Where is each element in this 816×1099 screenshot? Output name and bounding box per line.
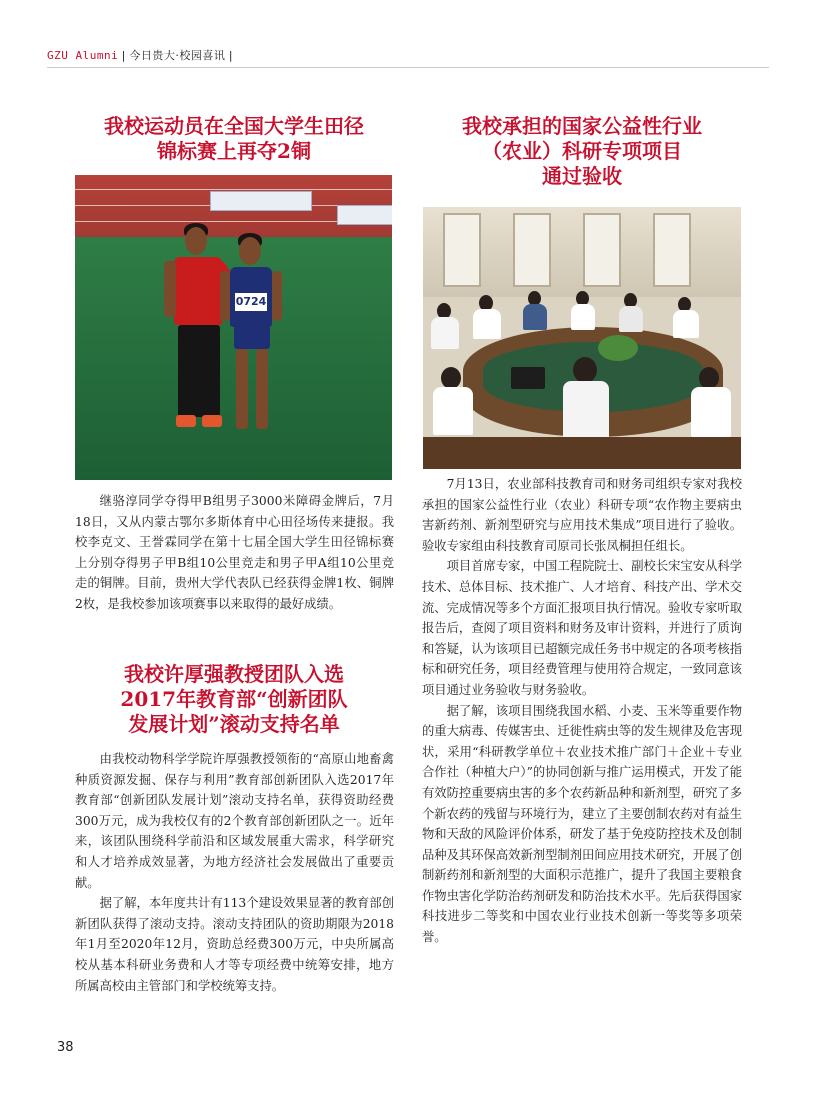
- attendee-body: [433, 387, 473, 435]
- track-lane-line: [75, 189, 392, 190]
- article2-title-line: 2017年教育部“创新团队: [120, 687, 348, 711]
- shorts: [234, 325, 270, 349]
- attendee-body: [619, 306, 643, 332]
- chairs-foreground: [423, 437, 741, 469]
- arm: [220, 271, 230, 321]
- article3-paragraph: 据了解，该项目围绕我国水稻、小麦、玉米等重要作物的重大病毒、传媒害虫、迁徙性病虫等的发生规律及危害现状，采用“科研教学单位＋农业技术推广部门＋企业＋专业合作社（种植大户）”的协同创新与推广运用模式，开发了能有效防控重要病虫害的多个农药新品种和新剂型，研究了多个新农药的残留与环境行为，建立了主要创制农药对有益生物和天敌的风险评价体系，研发了基于免疫防控技术及创制品种及其环保高效新剂型制剂田间应用技术研究，开展了创制新药剂和新剂型的大面积示范推广，提升了我国主要粮食作物虫害化学防治药剂研发和防治技术水平。先后获得国家科技进步二等奖和中国农业行业技术创新一等奖等多项荣誉。: [422, 703, 742, 945]
- article3-title-line: 我校承担的国家公益性行业: [462, 114, 702, 138]
- header-separator: |: [120, 49, 128, 62]
- attendee-body: [691, 387, 731, 437]
- running-header: [47, 47, 236, 63]
- arm: [164, 261, 176, 317]
- athletes-photo: [75, 175, 392, 480]
- attendee-body: [523, 304, 547, 330]
- sponsor-banner: [210, 191, 312, 211]
- head: [185, 227, 207, 255]
- article1-body: [75, 491, 394, 615]
- header-separator-end: |: [227, 49, 235, 62]
- potted-plant: [598, 335, 638, 361]
- page-number: 38: [57, 1040, 74, 1055]
- window: [653, 213, 691, 287]
- article2-body: [75, 749, 394, 996]
- shoe: [176, 415, 196, 427]
- article2-title: [60, 662, 408, 737]
- window: [443, 213, 481, 287]
- article2-paragraph: 据了解，本年度共计有113个建设效果显著的教育部创新团队获得了滚动支持。滚动支持团队的资助期限为2018年1月至2020年12月，资助总经费300万元，中央所属高校从基本科研业务费和人才等专项经费中统筹安排，地方所属高校由主管部门和学校统筹支持。: [75, 896, 394, 993]
- magazine-name: GZU Alumni: [47, 49, 119, 62]
- article1-title: [60, 114, 408, 164]
- article1-title-line: 我校运动员在全国大学生田径: [104, 114, 364, 138]
- article1-title-line: 锦标赛上再夺2铜: [157, 139, 311, 163]
- meeting-photo: [423, 207, 741, 469]
- arm: [272, 271, 282, 321]
- attendee-body: [673, 310, 699, 338]
- window: [513, 213, 551, 287]
- attendee-head: [441, 367, 461, 389]
- sponsor-banner: [337, 205, 392, 225]
- race-bib: 0724: [235, 293, 267, 311]
- athlete-right: [220, 227, 290, 457]
- window: [583, 213, 621, 287]
- article3-title-line: 通过验收: [542, 164, 622, 188]
- laptop: [511, 367, 545, 389]
- attendee-head: [573, 357, 597, 383]
- shoe: [202, 415, 222, 427]
- article2-paragraph: 由我校动物科学学院许厚强教授领衔的“高原山地畜禽种质资源发掘、保存与利用”教育部创新团队入选2017年教育部“创新团队发展计划”滚动支持名单，获得资助经费300万元，成为我校仅有的2个教育部创新团队之一。近年来，该团队围绕科学前沿和区域发展重大需求，科学研究和人才培养成效显著，为地方经济社会发展做出了重要贡献。: [75, 752, 394, 890]
- attendee-body: [571, 304, 595, 330]
- leg: [236, 349, 248, 429]
- head: [239, 237, 261, 265]
- section-name: 今日贵大·校园喜讯: [129, 49, 226, 62]
- article1-paragraph: 继骆淳同学夺得甲B组男子3000米障碍金牌后，7月18日，又从内蒙古鄂尔多斯体育中心田径场传来捷报。我校李克文、王誉霖同学在第十七届全国大学生田径锦标赛上分别夺得男子甲B组10公里竞走和男子甲A组10公里竞走的铜牌。目前，贵州大学代表队已经获得金牌1枚、铜牌2枚，是我校参加该项赛事以来取得的最好成绩。: [75, 494, 394, 611]
- black-pants: [178, 325, 220, 417]
- article2-title-line: 我校许厚强教授团队入选: [124, 662, 344, 686]
- header-rule: [47, 67, 769, 68]
- article3-body: [422, 474, 742, 948]
- article2-title-line: 发展计划”滚动支持名单: [128, 712, 340, 736]
- article3-title-line: （农业）科研专项项目: [482, 139, 682, 163]
- attendee-head: [699, 367, 719, 389]
- article3-title: [408, 114, 756, 189]
- attendee-body: [431, 317, 459, 349]
- leg: [256, 349, 268, 429]
- article3-paragraph: 项目首席专家，中国工程院院士、副校长宋宝安从科学技术、总体目标、技术推广、人才培育、科技产出、学术交流、完成情况等多个方面汇报项目执行情况。验收专家听取报告后，查阅了项目资料和财务及审计资料，并进行了质询和答疑，认为该项目已超额完成任务书中规定的各项考核指标和研究任务，项目经费管理与使用符合规定，一致同意该项目通过业务验收与财务验收。: [422, 559, 742, 697]
- article3-paragraph: 7月13日，农业部科技教育司和财务司组织专家对我校承担的国家公益性行业（农业）科研专项“农作物主要病虫害新药剂、新剂型研究与应用技术集成”项目进行了验收。验收专家组由科技教育司原司长张凤桐担任组长。: [422, 477, 742, 553]
- attendee-body: [473, 309, 501, 339]
